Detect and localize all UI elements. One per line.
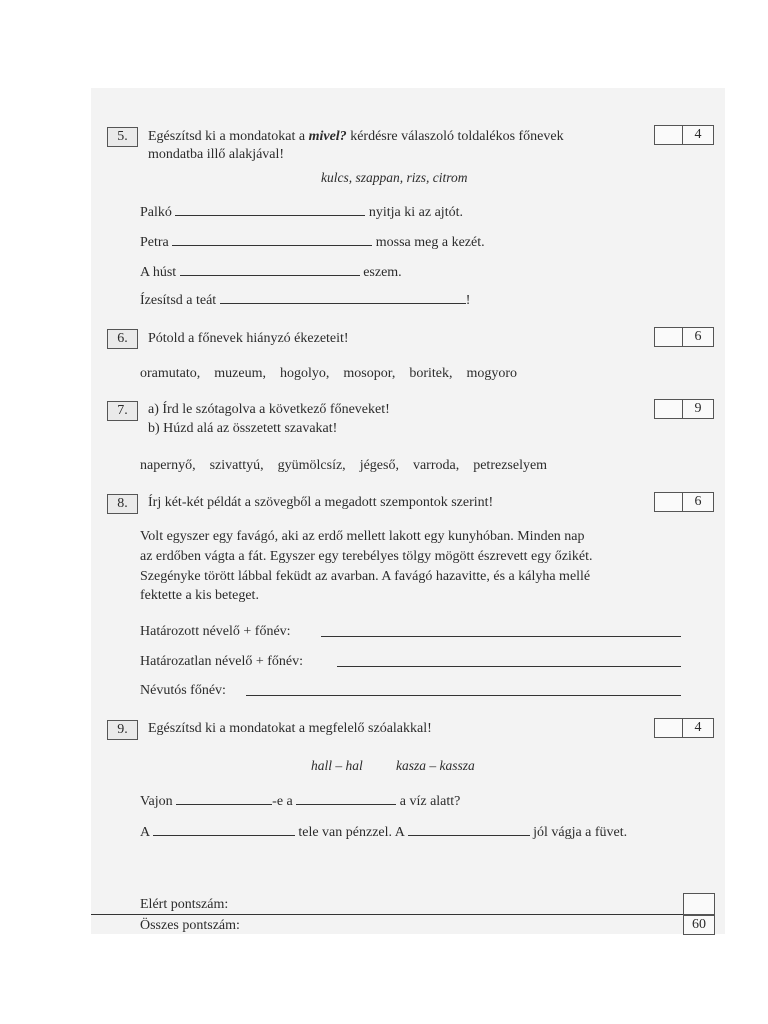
sentence-prefix: Vajon	[140, 794, 173, 809]
word-item: gyümölcsíz,	[277, 458, 346, 473]
sentence-prefix: Palkó	[140, 205, 172, 220]
task-9-instruction: Egészítsd ki a mondatokat a megfelelő szóalakkal!	[148, 721, 432, 736]
word-item: mosopor,	[343, 366, 396, 381]
task-8-score-box	[654, 492, 714, 512]
answer-blank[interactable]	[220, 291, 466, 304]
sentence-suffix: nyitja ki az ajtót.	[368, 205, 463, 220]
task-8-score-blank[interactable]	[655, 493, 683, 511]
total-score-label: Összes pontszám:	[140, 918, 240, 933]
task-9-score-box	[654, 718, 714, 738]
total-score-box: 60	[683, 915, 715, 935]
answer-blank[interactable]	[176, 792, 272, 805]
task-6-instruction: Pótold a főnevek hiányzó ékezeteit!	[148, 331, 349, 346]
sentence-suffix: !	[465, 293, 471, 308]
task-7-instruction-a: a) Írd le szótagolva a következő főneveket!	[148, 402, 390, 417]
answer-blank[interactable]	[172, 233, 372, 246]
task-8-instruction: Írj két-két példát a szövegből a megadott szempontok szerint!	[148, 495, 494, 510]
word-item: szivattyú,	[209, 458, 264, 473]
sentence-suffix: jól vágja a füvet.	[533, 825, 628, 840]
task-7-number: 7.	[107, 401, 138, 421]
task-5-score-blank[interactable]	[655, 126, 683, 144]
task-8-field-label-postposition: Névutós főnév:	[140, 683, 226, 698]
sentence-suffix: a víz alatt?	[399, 794, 461, 809]
answer-blank[interactable]	[153, 823, 295, 836]
sentence-suffix: eszem.	[363, 265, 402, 280]
task-9-score-blank[interactable]	[655, 719, 683, 737]
task-5-score-value: 4	[694, 127, 702, 142]
task-5-sentence-4	[140, 291, 470, 309]
task-8-paragraph-line: az erdőben vágta a fát. Egyszer egy terebélyes tölgy mögött észrevett egy őzikét.	[140, 549, 593, 564]
task-9-number: 9.	[107, 720, 138, 740]
task-6-number: 6.	[107, 329, 138, 349]
task-5-sentence-1	[140, 203, 463, 221]
word-item: boritek,	[409, 366, 453, 381]
task-9-sentence-1	[140, 792, 460, 810]
sentence-prefix: Petra	[140, 235, 169, 250]
sentence-suffix: mossa meg a kezét.	[375, 235, 485, 250]
task-6-score-blank[interactable]	[655, 328, 683, 346]
task-6-word-list	[140, 366, 531, 382]
answer-blank[interactable]	[296, 792, 396, 805]
sentence-prefix: A	[140, 825, 150, 840]
task-5-instruction-text-rest: kérdésre válaszoló toldalékos főnevek	[346, 129, 564, 144]
sentence-prefix: Ízesítsd a teát	[140, 293, 217, 308]
task-8-score-value: 6	[694, 494, 702, 509]
task-8-field-label-indefinite: Határozatlan névelő + főnév:	[140, 654, 303, 669]
task-7-score-box	[654, 399, 714, 419]
task-7-score-blank[interactable]	[655, 400, 683, 418]
task-9-score-value: 4	[694, 720, 702, 735]
word-item: oramutato,	[140, 366, 201, 381]
word-item: napernyő,	[140, 458, 196, 473]
task-7-instruction-b: b) Húzd alá az összetett szavakat!	[148, 421, 338, 436]
task-5-sentence-2	[140, 233, 485, 251]
task-6-score-value: 6	[694, 329, 702, 344]
task-5-instruction-emphasis: mivel?	[308, 129, 347, 144]
task-8-answer-line-definite[interactable]	[321, 636, 681, 637]
sentence-middle: -e a	[272, 794, 293, 809]
achieved-score-box[interactable]	[683, 893, 715, 915]
task-9-sentence-2	[140, 823, 627, 841]
task-8-answer-line-postposition[interactable]	[246, 695, 681, 696]
task-7-score-value: 9	[694, 401, 702, 416]
word-item: petrezselyem	[473, 458, 548, 473]
task-8-paragraph-line: fektette a kis beteget.	[140, 588, 259, 603]
task-5-word-bank: kulcs, szappan, rizs, citrom	[321, 170, 468, 185]
sentence-prefix: A húst	[140, 265, 177, 280]
answer-blank[interactable]	[180, 263, 360, 276]
task-9-word-pair-1: hall – hal	[311, 758, 363, 773]
task-8-paragraph-line: Szegényke törött lábbal feküdt az avarban. A favágó hazavitte, és a kályha mellé	[140, 569, 591, 584]
task-8-field-label-definite: Határozott névelő + főnév:	[140, 624, 291, 639]
word-item: hogolyo,	[279, 366, 330, 381]
word-item: jégeső,	[359, 458, 399, 473]
task-5-number: 5.	[107, 127, 138, 147]
answer-blank[interactable]	[408, 823, 530, 836]
task-8-paragraph-line: Volt egyszer egy favágó, aki az erdő mellett lakott egy kunyhóban. Minden nap	[140, 529, 585, 544]
task-9-word-pair-2: kasza – kassza	[396, 758, 475, 773]
answer-blank[interactable]	[175, 203, 365, 216]
achieved-score-label: Elért pontszám:	[140, 897, 229, 912]
task-5-instruction-line1	[148, 129, 564, 145]
task-5-instruction-text: Egészítsd ki a mondatokat a	[148, 129, 309, 144]
task-5-sentence-3	[140, 263, 402, 281]
worksheet-page	[91, 88, 725, 934]
task-5-instruction-line2: mondatba illő alakjával!	[148, 147, 285, 162]
sentence-middle: tele van pénzzel. A	[298, 825, 405, 840]
word-item: mogyoro	[466, 366, 518, 381]
task-7-word-list	[140, 458, 561, 474]
word-item: muzeum,	[214, 366, 266, 381]
footer-divider	[91, 914, 683, 915]
word-item: varroda,	[412, 458, 460, 473]
task-5-score-box	[654, 125, 714, 145]
task-8-number: 8.	[107, 494, 138, 514]
task-8-answer-line-indefinite[interactable]	[337, 666, 681, 667]
task-6-score-box	[654, 327, 714, 347]
